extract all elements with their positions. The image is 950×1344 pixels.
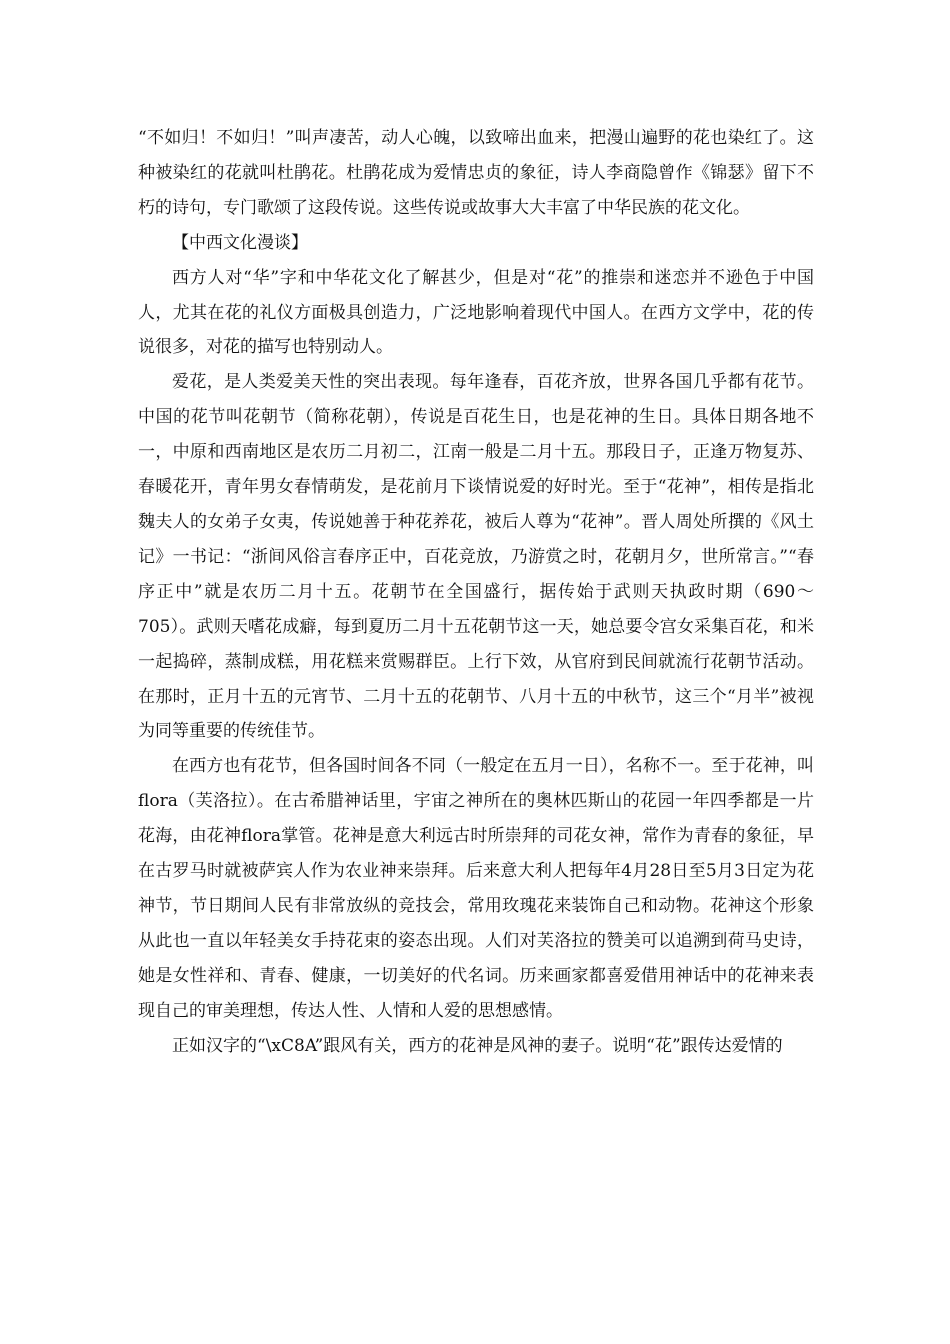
paragraph-flower-wind: 正如汉字的“\xC8A”跟风有关，西方的花神是风神的妻子。说明“花”跟传达爱情的 <box>172 1035 783 1056</box>
paragraph-flower-festival-china: 爱花，是人类爱美天性的突出表现。每年逢春，百花齐放，世界各国几乎都有花节。中国的花节叫花朝节（简称花朝），传说是百花生日，也是花神的生日。具体日期各地不一，中原和西南地区是农历二月初二，江南一般是二月十五。那段日子，正逢万物复苏、春暖花开，青年男女春情萌发，是花前月下谈情说爱的好时光。至于“花神”，相传是指北魏夫人的女弟子女夷，传说她善于种花养花，被后人尊为“花神”。晋人周处所撰的《风土记》一书记：“浙间风俗言春序正中，百花竞放，乃游赏之时，花朝月夕，世所常言。”“春序正中”就是农历二月十五。花朝节在全国盛行，据传始于武则天执政时期（690～705）。武则天嗜花成癖，每到夏历二月十五花朝节这一天，她总要令宫女采集百花，和米一起捣碎，蒸制成糕，用花糕来赏赐群臣。上行下效，从官府到民间就流行花朝节活动。在那时，正月十五的元宵节、二月十五的花朝节、八月十五的中秋节，这三个“月半”被视为同等重要的传统佳节。 <box>138 372 814 742</box>
document-body <box>138 121 814 1063</box>
paragraph-western-view: 西方人对“华”字和中华花文化了解甚少，但是对“花”的推崇和迷恋并不逊色于中国人，尤其在花的礼仪方面极具创造力，广泛地影响着现代中国人。在西方文学中，花的传说很多，对花的描写也特别动人。 <box>138 267 814 358</box>
paragraph-dujuan-legend: “不如归！不如归！”叫声凄苦，动人心魄，以致啼出血来，把漫山遍野的花也染红了。这种被染红的花就叫杜鹃花。杜鹃花成为爱情忠贞的象征，诗人李商隐曾作《锦瑟》留下不朽的诗句，专门歌颂了这段传说。这些传说或故事大大丰富了中华民族的花文化。 <box>138 128 814 218</box>
section-heading-culture-talk: 【中西文化漫谈】 <box>172 232 308 253</box>
paragraph-flower-festival-west: 在西方也有花节，但各国时间各不同（一般定在五月一日），名称不一。至于花神，叫flora（芙洛拉）。在古希腊神话里，宇宙之神所在的奥林匹斯山的花园一年四季都是一片花海，由花神flora掌管。花神是意大利远古时所崇拜的司花女神，常作为青春的象征，早在古罗马时就被萨宾人作为农业神来崇拜。后来意大利人把每年4月28日至5月3日定为花神节，节日期间人民有非常放纵的竞技会，常用玫瑰花来装饰自己和动物。花神这个形象从此也一直以年轻美女手持花束的姿态出现。人们对芙洛拉的赞美可以追溯到荷马史诗，她是女性祥和、青春、健康，一切美好的代名词。历来画家都喜爱借用神话中的花神来表现自己的审美理想，传达人性、人情和人爱的思想感情。 <box>138 756 814 1021</box>
